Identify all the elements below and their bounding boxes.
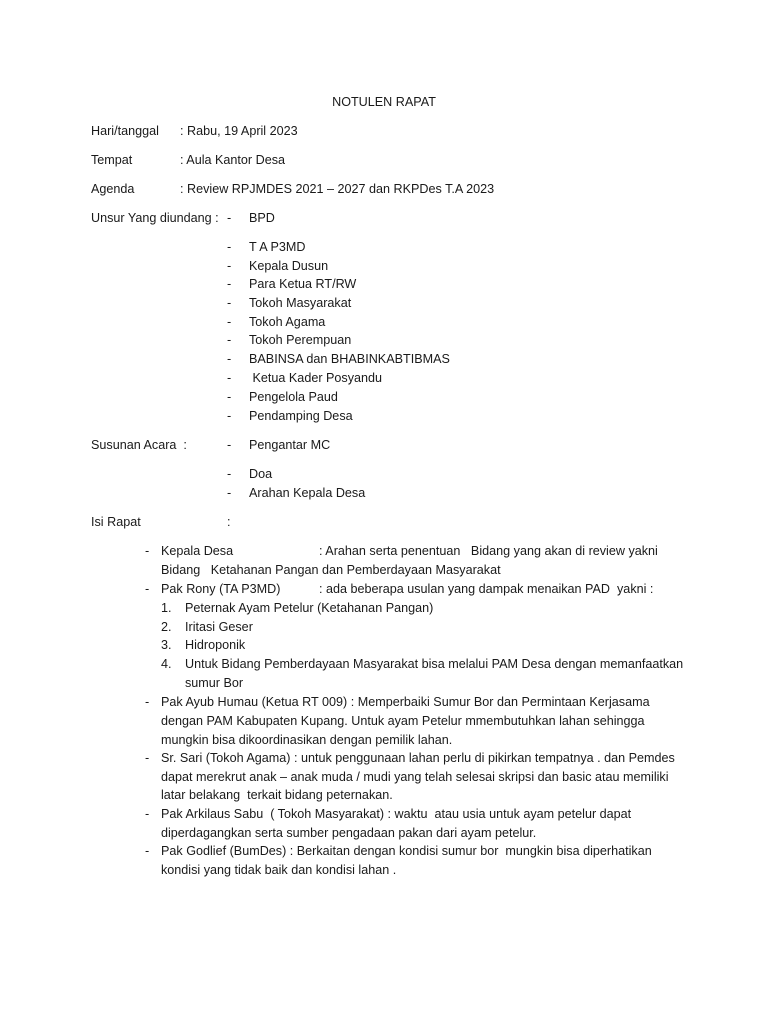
list-bullet: - — [227, 467, 232, 481]
list-bullet: - — [227, 315, 232, 329]
list-bullet: - — [227, 240, 232, 254]
point-text: Sr. Sari (Tokoh Agama) : untuk penggunaan lahan perlu di pikirkan tempatnya . dan Pemdes — [161, 751, 675, 765]
invited-item: Tokoh Masyarakat — [249, 296, 352, 310]
numbered-text: sumur Bor — [185, 676, 244, 690]
point-text: Pak Ayub Humau (Ketua RT 009) : Memperbaiki Sumur Bor dan Permintaan Kerjasama — [161, 695, 650, 709]
agenda-order-label: Susunan Acara : — [91, 438, 187, 452]
list-bullet: - — [227, 333, 232, 347]
point-text: mungkin bisa dikoordinasikan dengan pemilik lahan. — [161, 733, 453, 747]
point-bullet: - — [145, 582, 150, 596]
meta-label-agenda: Agenda — [91, 182, 135, 196]
point-text: kondisi yang tidak baik dan kondisi lahan . — [161, 863, 397, 877]
content-colon: : — [227, 515, 231, 529]
invited-item: Ketua Kader Posyandu — [249, 371, 383, 385]
point-text: diperdagangkan serta sumber pengadaan pakan dari ayam petelur. — [161, 826, 537, 840]
list-bullet: - — [227, 438, 232, 452]
invited-item: Pengelola Paud — [249, 390, 338, 404]
invited-item: Tokoh Agama — [249, 315, 326, 329]
point-bullet: - — [145, 695, 150, 709]
point-text: dapat merekrut anak – anak muda / mudi yang telah selesai skripsi dan basic atau memiliki — [161, 770, 669, 784]
content-label: Isi Rapat — [91, 515, 141, 529]
invited-item: Pendamping Desa — [249, 409, 353, 423]
invited-item: Kepala Dusun — [249, 259, 329, 273]
point-bullet: - — [145, 807, 150, 821]
invited-item: Para Ketua RT/RW — [249, 277, 357, 291]
numbered-text: Untuk Bidang Pemberdayaan Masyarakat bisa melalui PAM Desa dengan memanfaatkan — [185, 657, 684, 671]
point-text: latar belakang terkait bidang peternakan. — [161, 788, 393, 802]
invited-label: Unsur Yang diundang : — [91, 211, 219, 225]
meta-value-place: : Aula Kantor Desa — [180, 153, 286, 167]
agenda-item: Arahan Kepala Desa — [249, 486, 366, 500]
point-text: Bidang Ketahanan Pangan dan Pemberdayaan Masyarakat — [161, 563, 501, 577]
meta-label-place: Tempat — [91, 153, 133, 167]
agenda-item: Doa — [249, 467, 273, 481]
invited-item: BABINSA dan BHABINKABTIBMAS — [249, 352, 450, 366]
numbered-index: 2. — [161, 620, 172, 634]
numbered-text: Hidroponik — [185, 638, 246, 652]
list-bullet: - — [227, 211, 232, 225]
point-text: Pak Godlief (BumDes) : Berkaitan dengan kondisi sumur bor mungkin bisa diperhatikan — [161, 844, 652, 858]
list-bullet: - — [227, 277, 232, 291]
list-bullet: - — [227, 296, 232, 310]
meta-value-agenda: : Review RPJMDES 2021 – 2027 dan RKPDes T.A 2023 — [180, 182, 495, 196]
list-bullet: - — [227, 409, 232, 423]
document-title: NOTULEN RAPAT — [332, 95, 436, 109]
numbered-index: 1. — [161, 601, 172, 615]
meta-value-date: : Rabu, 19 April 2023 — [180, 124, 298, 138]
numbered-index: 4. — [161, 657, 172, 671]
agenda-item: Pengantar MC — [249, 438, 331, 452]
list-bullet: - — [227, 259, 232, 273]
list-bullet: - — [227, 486, 232, 500]
numbered-index: 3. — [161, 638, 172, 652]
point-text: dengan PAM Kabupaten Kupang. Untuk ayam Petelur mmembutuhkan lahan sehingga — [161, 714, 645, 728]
point-text: Pak Arkilaus Sabu ( Tokoh Masyarakat) : waktu atau usia untuk ayam petelur dapat — [161, 807, 632, 821]
invited-item: T A P3MD — [249, 240, 306, 254]
point-bullet: - — [145, 544, 150, 558]
point-bullet: - — [145, 751, 150, 765]
point-text: : Arahan serta penentuan Bidang yang akan di review yakni — [319, 544, 658, 558]
meta-label-date: Hari/tanggal — [91, 124, 159, 138]
numbered-text: Iritasi Geser — [185, 620, 253, 634]
point-bullet: - — [145, 844, 150, 858]
point-speaker: Kepala Desa — [161, 544, 234, 558]
list-bullet: - — [227, 371, 232, 385]
numbered-text: Peternak Ayam Petelur (Ketahanan Pangan) — [185, 601, 434, 615]
list-bullet: - — [227, 352, 232, 366]
point-speaker: Pak Rony (TA P3MD) — [161, 582, 281, 596]
invited-item: BPD — [249, 211, 275, 225]
point-text: : ada beberapa usulan yang dampak menaikan PAD yakni : — [319, 582, 654, 596]
list-bullet: - — [227, 390, 232, 404]
invited-item: Tokoh Perempuan — [249, 333, 352, 347]
